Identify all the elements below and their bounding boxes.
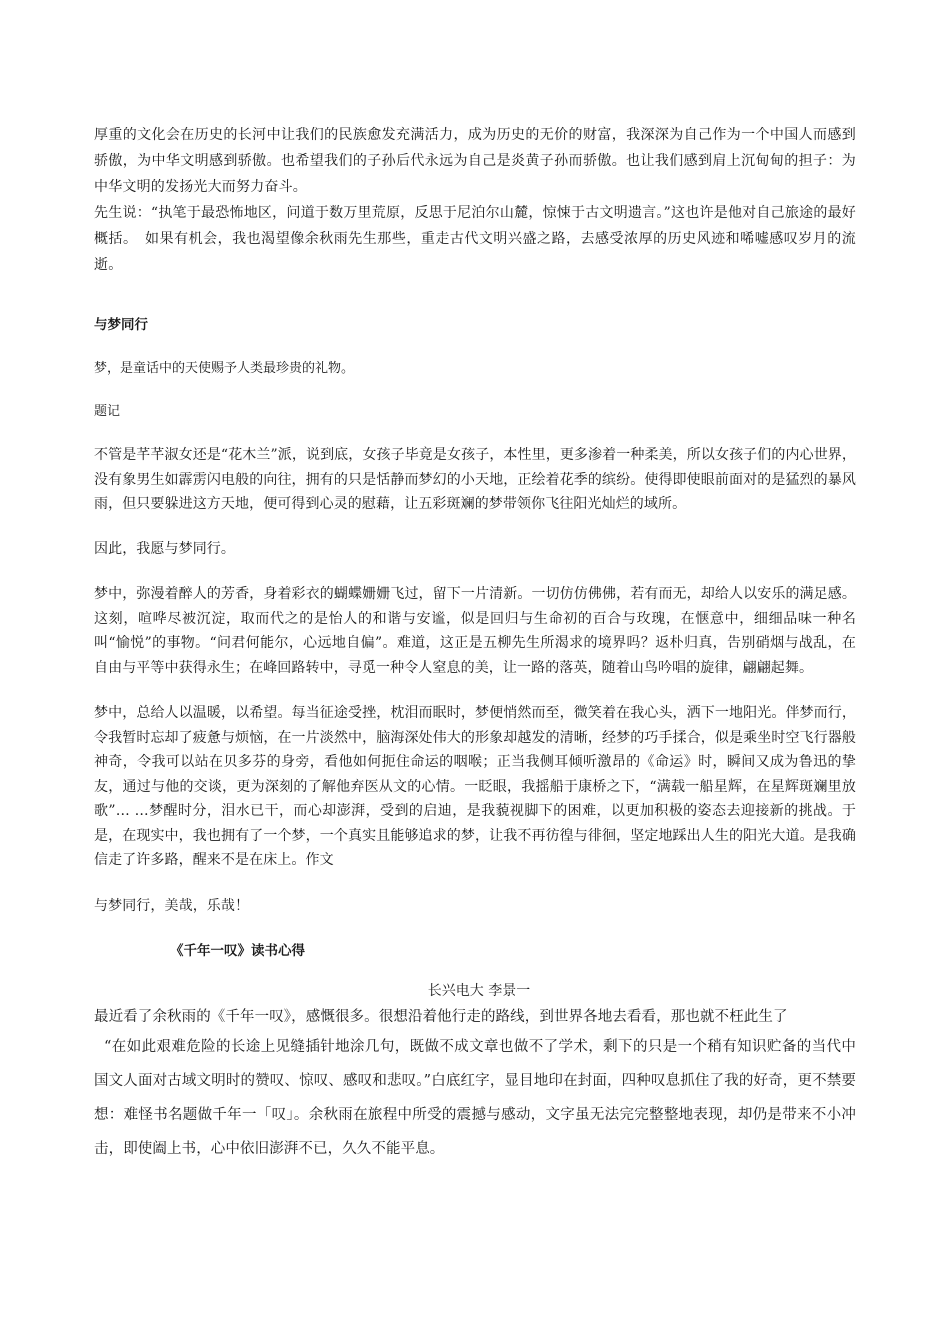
section2-epigraph-note: 题记 (94, 404, 121, 419)
document-page (94, 122, 856, 1166)
section2-paragraph-1: 不管是芊芊淑女还是“花木兰”派，说到底，女孩子毕竟是女孩子，本性里，更多渗着一种柔美，所以女孩子们的内心世界，没有象男生如霹雳闪电般的向往，拥有的只是恬静而梦幻的小天地，正绘着花季的缤纷。使得即使眼前面对的是猛烈的暴风雨，但只要躲进这方天地，便可得到心灵的慰藉，让五彩斑斓的梦带领你飞往阳光灿烂的域所。 (94, 447, 856, 512)
section2-paragraph-3: 梦中，弥漫着醉人的芳香，身着彩衣的蝴蝶姗姗飞过，留下一片清新。一切仿仿佛佛，若有而无，却给人以安乐的满足感。这刻，喧哗尽被沉淀，取而代之的是怡人的和谐与安谧，似是回归与生命初的百合与玫瑰，在惬意中，细细品味一种名叫“愉悦”的事物。“问君何能尔，心远地自偏”。难道，这正是五柳先生所渴求的境界吗？返朴归真，告别硝烟与战乱，在自由与平等中获得永生；在峰回路转中，寻觅一种令人窒息的美，让一路的落英，随着山鸟吟唱的旋律，翩翩起舞。 (94, 586, 856, 676)
section3-paragraph-1: 最近看了余秋雨的《千年一叹》，感慨很多。很想沿着他行走的路线，到世界各地去看看，那也就不枉此生了 (94, 1009, 788, 1025)
section2-title: 与梦同行 (94, 317, 148, 333)
section2-paragraph-4: 梦中，总给人以温暖，以希望。每当征途受挫，枕泪而眠时，梦便悄然而至，微笑着在我心头，洒下一地阳光。伴梦而行，令我暂时忘却了疲惫与烦恼，在一片淡然中，脑海深处伟大的形象却越发的清晰，经梦的巧手揉合，似是乘坐时空飞行器般神奇，令我可以站在贝多芬的身旁，看他如何扼住命运的咽喉；正当我侧耳倾听激昂的《命运》时，瞬间又成为鲁迅的挚友，通过与他的交谈，更为深刻的了解他弃医从文的心情。一眨眼，我摇船于康桥之下，“满载一船星辉，在星辉斑斓里放歌”… …梦醒时分，泪水已干，而心却澎湃，受到的启迪，是我藐视脚下的困难，以更加积极的姿态去迎接新的挑战。于是，在现实中，我也拥有了一个梦，一个真实且能够追求的梦，让我不再彷徨与徘徊，坚定地踩出人生的阳光大道。是我确信走了许多路，醒来不是在床上。作文 (94, 705, 856, 868)
section2-paragraph-2: 因此，我愿与梦同行。 (94, 540, 235, 557)
section3-title: 《千年一叹》读书心得 (170, 943, 305, 959)
section2-paragraph-5: 与梦同行，美哉，乐哉！ (94, 897, 250, 914)
section2-epigraph: 梦，是童话中的天使赐予人类最珍贵的礼物。 (94, 361, 355, 376)
section1-paragraph-1: 厚重的文化会在历史的长河中让我们的民族愈发充满活力，成为历史的无价的财富，我深深为自己作为一个中国人而感到骄傲，为中华文明感到骄傲。也希望我们的子孙后代永远为自己是炎黄子孙而骄傲。也让我们感到肩上沉甸甸的担子：为中华文明的发扬光大而努力奋斗。 (94, 127, 856, 195)
section1-paragraph-2: 先生说：“执笔于最恐怖地区，问道于数万里荒原，反思于尼泊尔山麓，惊悚于古文明遗言。”这也许是他对自己旅途的最好概括。 如果有机会，我也渴望像余秋雨先生那些，重走古代文明兴盛之路，去感受浓厚的历史风迹和唏嘘感叹岁月的流逝。 (94, 205, 856, 273)
section3-author: 长兴电大 李景一 (427, 983, 531, 999)
section3-paragraph-2: “在如此艰难危险的长途上见缝插针地涂几句，既做不成文章也做不了学术，剩下的只是一个稍有知识贮备的当代中国文人面对古域文明时的赞叹、惊叹、感叹和悲叹。”白底红字，显目地印在封面，四种叹息抓住了我的好奇，更不禁要想：难怪书名题做千年一「叹」。余秋雨在旅程中所受的震撼与感动，文字虽无法完完整整地表现，却仍是带来不小冲击，即使阖上书，心中依旧澎湃不已，久久不能平息。 (94, 1039, 856, 1157)
